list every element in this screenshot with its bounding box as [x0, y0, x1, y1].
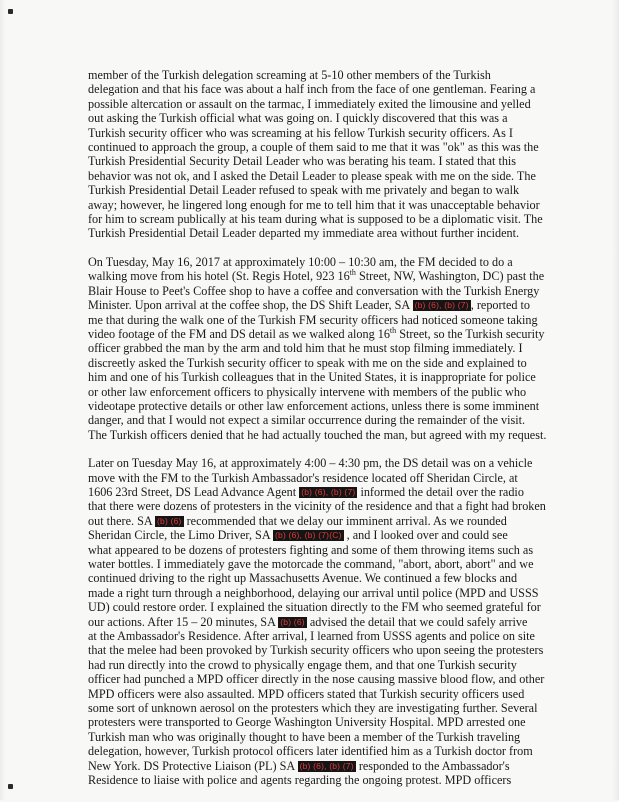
text-line: videotape protective details or other law enforcement actions, unless there is some imminent [88, 398, 540, 413]
text-line: what appeared to be dozens of protesters fighting and some of them throwing items such as [88, 542, 534, 557]
text-line: me that during the walk one of the Turkish FM security officers had noticed someone taking [88, 312, 538, 327]
text-line: behavior was not ok, and I asked the Detail Leader to please speak with me on the side. The [88, 168, 536, 183]
redaction-box: (b) (6), (b) (7) [301, 486, 356, 497]
redaction-box: (b) (6), (b) (7) [414, 300, 469, 311]
text-line: UD) could restore order. I explained the situation directly to the FM who seemed grateful for [88, 600, 541, 615]
text-line: Blair House to Peet's Coffee shop to have a coffee and conversation with the Turkish Energy [88, 283, 540, 298]
text-line: Turkish Presidential Detail Leader refused to speak with me privately and began to walk [88, 183, 520, 198]
text-line: The Turkish officers denied that he had actually touched the man, but agreed with my request. [88, 427, 547, 442]
text-segment: 1606 23rd Street, DS Lead Advance Agent [88, 484, 300, 499]
text-segment: Street, so the Turkish security [396, 326, 545, 341]
text-line: for him to scream publically at his team during what is supposed to be a diplomatic visit. The [88, 212, 543, 227]
text-segment: recommended that we delay our imminent arrival. As we rounded [183, 513, 507, 528]
paragraph-ambassador-residence-incident [88, 456, 553, 787]
text-line: member of the Turkish delegation screaming at 5-10 other members of the Turkish [88, 68, 491, 82]
text-line [88, 759, 553, 773]
text-line: made a right turn through a neighborhood, delaying our arrival until police (MPD and USSS [88, 585, 539, 600]
text-line: move with the FM to the Turkish Ambassador's residence located off Sheridan Circle, at [88, 470, 518, 485]
text-line: protesters were transported to George Washington University Hospital. MPD arrested one [88, 715, 526, 730]
text-line [88, 298, 553, 312]
text-line: had run directly into the crowd to physically engage them, and that one Turkish security [88, 657, 517, 672]
text-line: that the melee had been provoked by Turkish security officers who upon seeing the protesters [88, 643, 544, 658]
text-segment: Sheridan Circle, the Limo Driver, SA [88, 528, 273, 543]
text-line: Turkish Presidential Security Detail Leader who was berating his team. I stated that this [88, 154, 517, 169]
text-line: delegation, however, Turkish protocol officers later identified him as a Turkish doctor from [88, 744, 533, 759]
superscript: th [349, 268, 356, 278]
text-line: MPD officers were also assaulted. MPD officers stated that Turkish security officers used [88, 686, 525, 701]
redaction-box: (b) (6), (b) (7) [299, 760, 354, 771]
text-segment: out there. SA [88, 513, 156, 528]
scan-mark-bottom [8, 784, 13, 789]
text-segment: advised the detail that we could safely arrive [306, 614, 528, 629]
text-segment: our actions. After 15 – 20 minutes, SA [88, 614, 279, 629]
text-segment: New York. DS Protective Liaison (PL) SA [88, 758, 298, 773]
paragraph-tarmac-incident [88, 68, 553, 241]
text-line: that there were dozens of protesters in the vicinity of the residence and that a fight had broken [88, 499, 546, 514]
text-line: officer had punched a MPD officer directly in the nose causing massive blood flow, and other [88, 672, 545, 687]
text-line [88, 514, 553, 528]
text-line: discreetly asked the Turkish security officer to speak with me on the side and explained to [88, 355, 527, 370]
text-line [88, 485, 553, 499]
text-segment: walking move from his hotel (St. Regis Hotel, 923 16 [88, 269, 350, 284]
text-segment: Minister. Upon arrival at the coffee shop, the DS Shift Leader, SA [88, 298, 413, 313]
text-line: at the Ambassador's Residence. After arrival, I learned from USSS agents and police on site [88, 629, 535, 644]
text-line: danger, and that I would not expect a similar occurrence during the remainder of the visit. [88, 413, 526, 428]
scan-mark-top [8, 9, 13, 14]
text-line [88, 615, 553, 629]
text-line: delegation and that his face was about a half inch from the face of one gentleman. Fearing a [88, 82, 536, 97]
text-line: Later on Tuesday May 16, at approximately 4:00 – 4:30 pm, the DS detail was on a vehicle [88, 456, 533, 471]
redaction-box: (b) (6) [157, 515, 182, 526]
text-segment: responded to the Ambassador's [355, 758, 510, 773]
text-line: continued driving to the right up Massachusetts Avenue. We continued a few blocks and [88, 571, 518, 586]
text-line [88, 269, 553, 283]
text-line: Turkish man who was originally thought to have been a member of the Turkish traveling [88, 729, 521, 744]
text-line: water bottles. I immediately gave the motorcade the command, "abort, abort, abort" and we [88, 557, 534, 571]
text-line: Turkish Presidential Detail Leader departed my immediate area without further incident. [88, 226, 520, 241]
superscript: th [389, 325, 397, 335]
text-line [88, 327, 553, 341]
document-body [88, 68, 553, 802]
text-line: or other law enforcement officers to physically intervene with members of the public who [88, 384, 527, 399]
text-segment: , reported to [470, 298, 530, 313]
redaction-box: (b) (6), (b) (7)(C) [275, 530, 342, 541]
text-line: On Tuesday, May 16, 2017 at approximately 10:00 – 10:30 am, the FM decided to do a [88, 254, 513, 269]
text-line: Residence to liaise with police and agents regarding the ongoing protest. MPD officers [88, 773, 512, 788]
text-line: away; however, he lingered long enough for me to tell him that it was unacceptable behavior [88, 197, 540, 212]
text-segment: , and I looked over and could see [343, 528, 508, 543]
text-line: continued to approach the group, a couple of them said to me that it was "ok" as this was the [88, 140, 539, 155]
redaction-box: (b) (6) [280, 616, 305, 627]
text-line [88, 528, 553, 542]
text-segment: informed the detail over the radio [357, 484, 524, 499]
text-line: Turkish security officer who was screaming at his fellow Turkish security officers. As I [88, 125, 513, 140]
text-segment: Street, NW, Washington, DC) past the [355, 269, 545, 284]
text-line: some sort of unknown aerosol on the protesters which they are investigating further. Several [88, 701, 538, 716]
text-line: possible altercation or assault on the tarmac, I immediately exited the limousine and yelled [88, 96, 531, 111]
text-line: out asking the Turkish official what was going on. I quickly discovered that this was a [88, 111, 508, 126]
text-segment: video footage of the FM and DS detail as we walked along 16 [88, 326, 390, 341]
text-line: officer grabbed the man by the arm and told him that he must stop filming immediately. I [88, 341, 523, 356]
text-line: him and one of his Turkish colleagues that in the United States, it is inappropriate for police [88, 370, 536, 385]
paragraph-coffee-shop-incident [88, 255, 553, 442]
